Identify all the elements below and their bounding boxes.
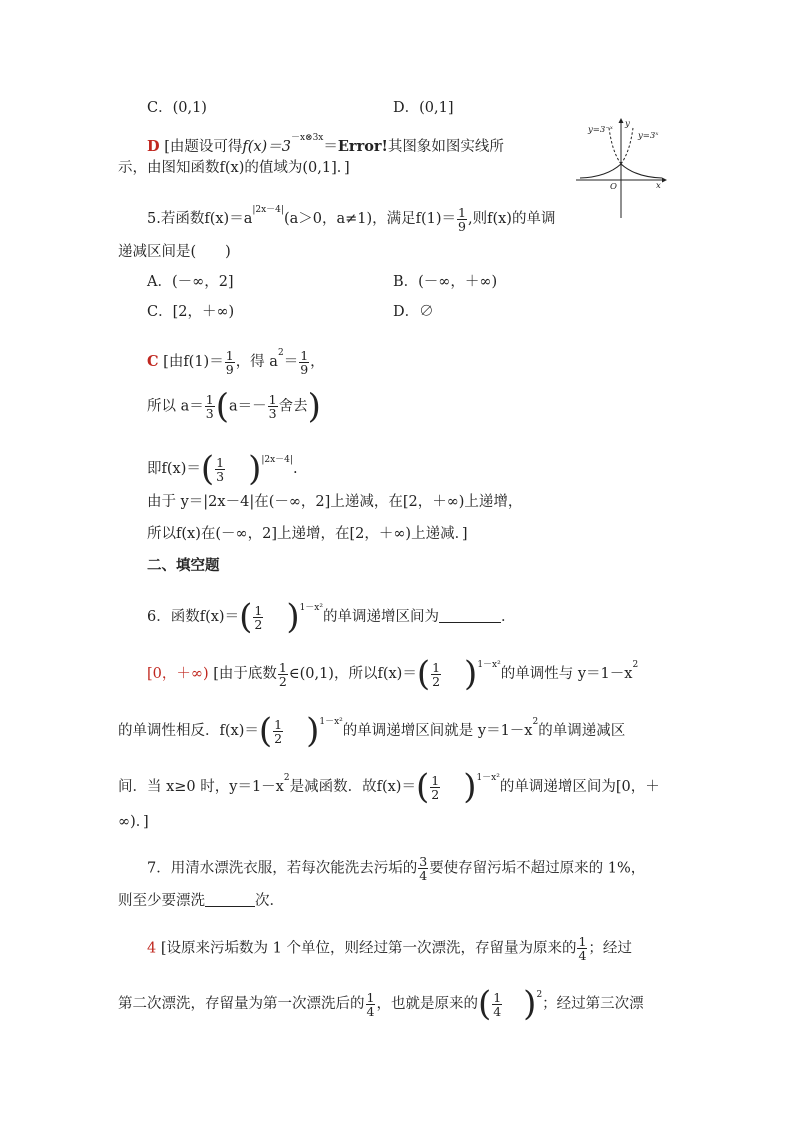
- numerator: 1: [216, 454, 225, 470]
- numerator: 1: [366, 989, 375, 1005]
- denominator: 3: [205, 406, 214, 421]
- text: f(x)＝3: [242, 139, 291, 155]
- numerator: 1: [431, 772, 440, 788]
- q4-solution-line2: 示，由图知函数f(x)的值域为(0,1]．]: [118, 160, 350, 176]
- text: ∈(0,1)，所以f(x)＝: [288, 666, 417, 682]
- q6-solution-line2: [118, 711, 626, 751]
- paren: (: [239, 597, 253, 637]
- option-b: B．(－∞，＋∞): [393, 274, 498, 290]
- fraction: [273, 718, 283, 745]
- denominator: 2: [274, 730, 283, 746]
- paren: (: [200, 449, 215, 489]
- text: ；经过: [588, 940, 632, 957]
- text: 所以 a＝: [147, 398, 204, 415]
- fraction: [225, 349, 235, 376]
- option-a: A．(－∞，2]: [147, 274, 234, 290]
- text: 7．用清水漂洗衣服，若每次能洗去污垢的: [147, 860, 418, 877]
- text: 的单调性与 y＝1－x: [500, 666, 633, 682]
- fraction: [253, 604, 263, 631]
- numerator: 1: [268, 392, 277, 407]
- text: 即f(x)＝: [147, 461, 201, 477]
- fraction: [268, 393, 278, 420]
- text: a＝－: [228, 398, 267, 415]
- section-title: 二、填空题: [147, 557, 220, 574]
- text: [由f(1)＝: [163, 354, 224, 370]
- denominator: 4: [419, 868, 428, 883]
- text: 要使存留污垢不超过原来的 1%，: [429, 860, 646, 877]
- text: ，: [310, 354, 325, 370]
- denominator: 3: [216, 468, 225, 484]
- fraction: [431, 661, 441, 688]
- text: 次．: [255, 893, 284, 909]
- denominator: 9: [225, 361, 234, 377]
- exponent: －x⊗3: [290, 133, 319, 143]
- fraction: [205, 393, 215, 420]
- graph-label-left: y=3⁻ˣ: [588, 125, 613, 135]
- exponent: 1－x²: [476, 773, 500, 783]
- denominator: 2: [431, 786, 440, 802]
- text: 的单调递减区: [538, 723, 626, 739]
- text: 的单调递增区间就是 y＝1－x: [342, 723, 533, 739]
- numerator: 1: [493, 989, 502, 1005]
- denominator: 3: [268, 406, 277, 421]
- q6-solution-line4: ∞)．]: [118, 814, 149, 830]
- text: [由于底数: [213, 666, 277, 682]
- q5-solution-line5: 所以f(x)在(－∞，2]上递增，在[2，＋∞)上递减．]: [147, 526, 468, 542]
- numerator: 1: [278, 659, 287, 675]
- denominator: 2: [278, 673, 287, 689]
- text: 舍去: [278, 398, 308, 415]
- exponent: x: [318, 133, 324, 143]
- option-c: C．(0,1): [147, 100, 207, 116]
- x-axis-arrow: [662, 178, 667, 183]
- denominator: 4: [366, 1003, 375, 1019]
- denominator: 2: [432, 673, 441, 689]
- numerator: 1: [432, 659, 441, 675]
- exponent: 2: [632, 660, 639, 670]
- paren: (: [416, 654, 431, 694]
- text: 是减函数．故f(x)＝: [289, 779, 416, 795]
- answer-letter: D: [147, 138, 160, 155]
- numerator: 1: [458, 204, 466, 220]
- text: 的单调递增区间为: [323, 609, 439, 625]
- text: .: [292, 461, 298, 477]
- q5-solution-line3: [147, 449, 298, 489]
- exponent: 2: [283, 773, 290, 783]
- exponent: 1－x²: [319, 717, 343, 727]
- fraction: [278, 661, 288, 688]
- denominator: 4: [493, 1003, 502, 1019]
- answer-blank: [439, 608, 501, 623]
- q5-stem-line2: 递减区间是( ): [118, 244, 231, 260]
- option-d: D．∅: [393, 304, 434, 320]
- paren: (: [477, 984, 492, 1024]
- numerator: 1: [225, 347, 234, 363]
- q5-solution-line2: [147, 386, 321, 427]
- numerator: 1: [578, 934, 587, 949]
- exponent: |2x－4|: [252, 205, 284, 215]
- numerator: 1: [300, 347, 309, 363]
- q5-stem-line1: [147, 200, 555, 233]
- denominator: 9: [300, 361, 309, 377]
- paren: ): [306, 711, 320, 751]
- text: ,则f(x)的单调: [468, 211, 556, 227]
- paren: (: [415, 767, 430, 807]
- curve-left-solid: [580, 164, 621, 178]
- fraction: [366, 991, 376, 1018]
- exponent: 1－x²: [477, 660, 501, 670]
- text: ；经过第三次漂: [542, 996, 644, 1012]
- curve-left-dashed: [621, 128, 633, 164]
- q7-solution-line2: [118, 984, 644, 1024]
- denominator: 2: [254, 616, 263, 632]
- text: 则至少要漂洗: [118, 893, 205, 909]
- paren: (: [215, 386, 229, 427]
- graph-axis-x: x: [656, 181, 661, 191]
- text: (a＞0，a≠1)，满足f(1)＝: [283, 211, 457, 227]
- text: 6．函数f(x)＝: [147, 609, 240, 625]
- paren: ): [248, 449, 262, 489]
- graph-axis-y: y: [625, 119, 630, 129]
- exponential-graph: [572, 116, 668, 220]
- fraction: [577, 935, 587, 962]
- answer-letter: C: [147, 353, 159, 370]
- text: 的单调递增区间为[0，＋: [499, 779, 660, 795]
- paren: ): [307, 386, 321, 427]
- paren: (: [258, 711, 273, 751]
- numerator: 1: [274, 716, 283, 732]
- y-axis-arrow: [619, 118, 624, 123]
- exponent: 2: [277, 348, 284, 358]
- q6-solution-line3: [118, 767, 660, 807]
- q6-solution-line1: [147, 654, 639, 694]
- q7-stem-line2: [118, 891, 284, 911]
- paren: ): [464, 654, 478, 694]
- exponent: |2x－4|: [261, 455, 293, 465]
- text: ＝: [283, 354, 299, 370]
- fraction: [457, 206, 467, 233]
- paren: ): [463, 767, 477, 807]
- text: ．: [501, 609, 516, 625]
- text: 第二次漂洗，存留量为第一次漂洗后的: [118, 996, 365, 1012]
- paren: ): [286, 597, 300, 637]
- q4-solution-line1: [147, 128, 504, 157]
- q5-solution-line4: 由于 y＝|2x－4|在(－∞，2]上递减，在[2，＋∞)上递增，: [147, 494, 523, 510]
- exponent: 2: [536, 990, 543, 1000]
- numerator: 1: [205, 392, 214, 407]
- q7-solution-line1: [147, 935, 632, 962]
- error-text: Error!: [337, 138, 388, 155]
- fraction: [215, 456, 225, 483]
- q6-stem: [147, 597, 516, 637]
- text: [由题设可得: [164, 139, 243, 155]
- fraction: [418, 855, 428, 882]
- text: 间．当 x≥0 时，y＝1－x: [118, 779, 284, 795]
- option-d: D．(0,1]: [393, 100, 454, 116]
- fraction: [299, 349, 309, 376]
- graph-origin: O: [610, 182, 617, 192]
- numerator: 1: [254, 602, 263, 618]
- numerator: 3: [419, 854, 428, 869]
- option-c: C．[2，＋∞): [147, 304, 235, 320]
- text: 其图象如图实线所: [387, 139, 504, 155]
- answer-text: 4: [147, 940, 157, 957]
- text: ＝: [323, 139, 338, 155]
- q7-stem-line1: [147, 855, 645, 882]
- text: ，也就是原来的: [376, 996, 478, 1012]
- denominator: 4: [578, 948, 587, 963]
- text: 的单调性相反．f(x)＝: [118, 723, 259, 739]
- text: 5.若函数f(x)＝a: [147, 211, 253, 227]
- paren: ): [523, 984, 537, 1024]
- fraction: [492, 991, 502, 1018]
- text: ，得 a: [235, 354, 278, 370]
- graph-label-right: y=3ˣ: [638, 131, 659, 141]
- fraction: [430, 774, 440, 801]
- answer-text: [0，＋∞): [147, 666, 209, 682]
- exponent: 1－x²: [299, 603, 323, 613]
- exponent: 2: [532, 717, 539, 727]
- text: [设原来污垢数为 1 个单位，则经过第一次漂洗，存留量为原来的: [160, 940, 577, 957]
- answer-blank: [205, 892, 255, 907]
- denominator: 9: [458, 218, 466, 234]
- q5-solution-line1: [147, 343, 325, 376]
- curve-right-solid: [621, 164, 662, 178]
